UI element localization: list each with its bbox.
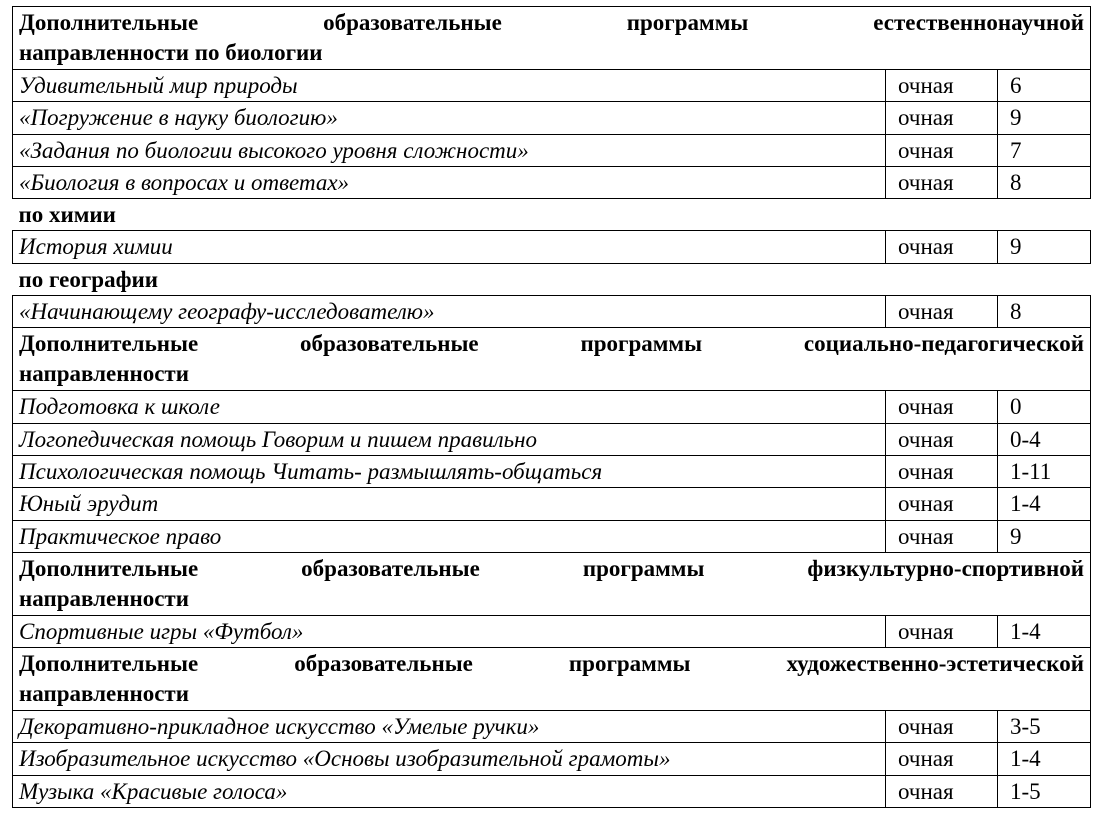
section-header-line: Дополнительные образовательные программы социально-педагогической [19,331,1084,357]
program-row [13,711,1091,743]
section-header [13,328,1091,391]
section-header-row [13,552,1091,615]
subsection-row [13,263,1091,295]
study-form-cell: очная [886,296,998,328]
program-name-cell: Практическое право [13,520,886,552]
study-form-cell: очная [886,775,998,807]
grade-cell: 9 [998,231,1091,263]
program-name-cell: Юный эрудит [13,488,886,520]
program-name-cell: История химии [13,231,886,263]
program-row [13,455,1091,487]
section-header [13,648,1091,711]
study-form-cell: очная [886,102,998,134]
grade-cell: 6 [998,70,1091,102]
grade-cell: 8 [998,296,1091,328]
study-form-cell: очная [886,488,998,520]
study-form-cell: очная [886,391,998,423]
program-name-cell: Подготовка к школе [13,391,886,423]
section-header-line: направленности [19,585,189,611]
program-row [13,391,1091,423]
program-name-cell: «Начинающему географу-исследователю» [13,296,886,328]
program-name-cell: «Погружение в науку биологию» [13,102,886,134]
grade-cell: 7 [998,134,1091,166]
section-header-line: Дополнительные образовательные программы естественнонаучной [19,10,1084,35]
grade-cell: 3-5 [998,711,1091,743]
subsection-title: по химии [13,199,1091,231]
program-row [13,102,1091,134]
programs-table-body [13,7,1091,808]
programs-table [12,6,1091,808]
program-row [13,743,1091,775]
grade-cell: 1-4 [998,615,1091,647]
section-header-line: направленности [19,361,189,387]
grade-cell: 1-11 [998,455,1091,487]
study-form-cell: очная [886,455,998,487]
section-header [13,7,1091,70]
section-header-line: Дополнительные образовательные программы физкультурно-спортивной [19,555,1084,581]
study-form-cell: очная [886,166,998,198]
program-row [13,70,1091,102]
study-form-cell: очная [886,231,998,263]
section-header-row [13,648,1091,711]
section-header-line: направленности [19,681,189,707]
program-row [13,423,1091,455]
grade-cell: 9 [998,520,1091,552]
program-name-cell: «Биология в вопросах и ответах» [13,166,886,198]
grade-cell: 1-4 [998,488,1091,520]
grade-cell: 8 [998,166,1091,198]
grade-cell: 1-5 [998,775,1091,807]
grade-cell: 0 [998,391,1091,423]
section-header-row [13,7,1091,70]
program-name-cell: Изобразительное искусство «Основы изобразительной грамоты» [13,743,886,775]
program-row [13,166,1091,198]
program-name-cell: Удивительный мир природы [13,70,886,102]
study-form-cell: очная [886,134,998,166]
section-header-row [13,328,1091,391]
grade-cell: 9 [998,102,1091,134]
program-name-cell: Логопедическая помощь Говорим и пишем правильно [13,423,886,455]
program-row [13,615,1091,647]
program-row [13,296,1091,328]
program-row [13,520,1091,552]
study-form-cell: очная [886,520,998,552]
study-form-cell: очная [886,711,998,743]
program-name-cell: «Задания по биологии высокого уровня сложности» [13,134,886,166]
program-name-cell: Спортивные игры «Футбол» [13,615,886,647]
program-name-cell: Музыка «Красивые голоса» [13,775,886,807]
section-header [13,552,1091,615]
program-row [13,775,1091,807]
program-name-cell: Декоративно-прикладное искусство «Умелые ручки» [13,711,886,743]
program-row [13,134,1091,166]
study-form-cell: очная [886,70,998,102]
subsection-title: по географии [13,263,1091,295]
grade-cell: 1-4 [998,743,1091,775]
study-form-cell: очная [886,615,998,647]
section-header-line: направленности по биологии [19,40,323,65]
study-form-cell: очная [886,743,998,775]
program-row [13,488,1091,520]
program-row [13,231,1091,263]
grade-cell: 0-4 [998,423,1091,455]
study-form-cell: очная [886,423,998,455]
section-header-line: Дополнительные образовательные программы художественно-эстетической [19,651,1084,677]
program-name-cell: Психологическая помощь Читать- размышлять-общаться [13,455,886,487]
subsection-row [13,199,1091,231]
